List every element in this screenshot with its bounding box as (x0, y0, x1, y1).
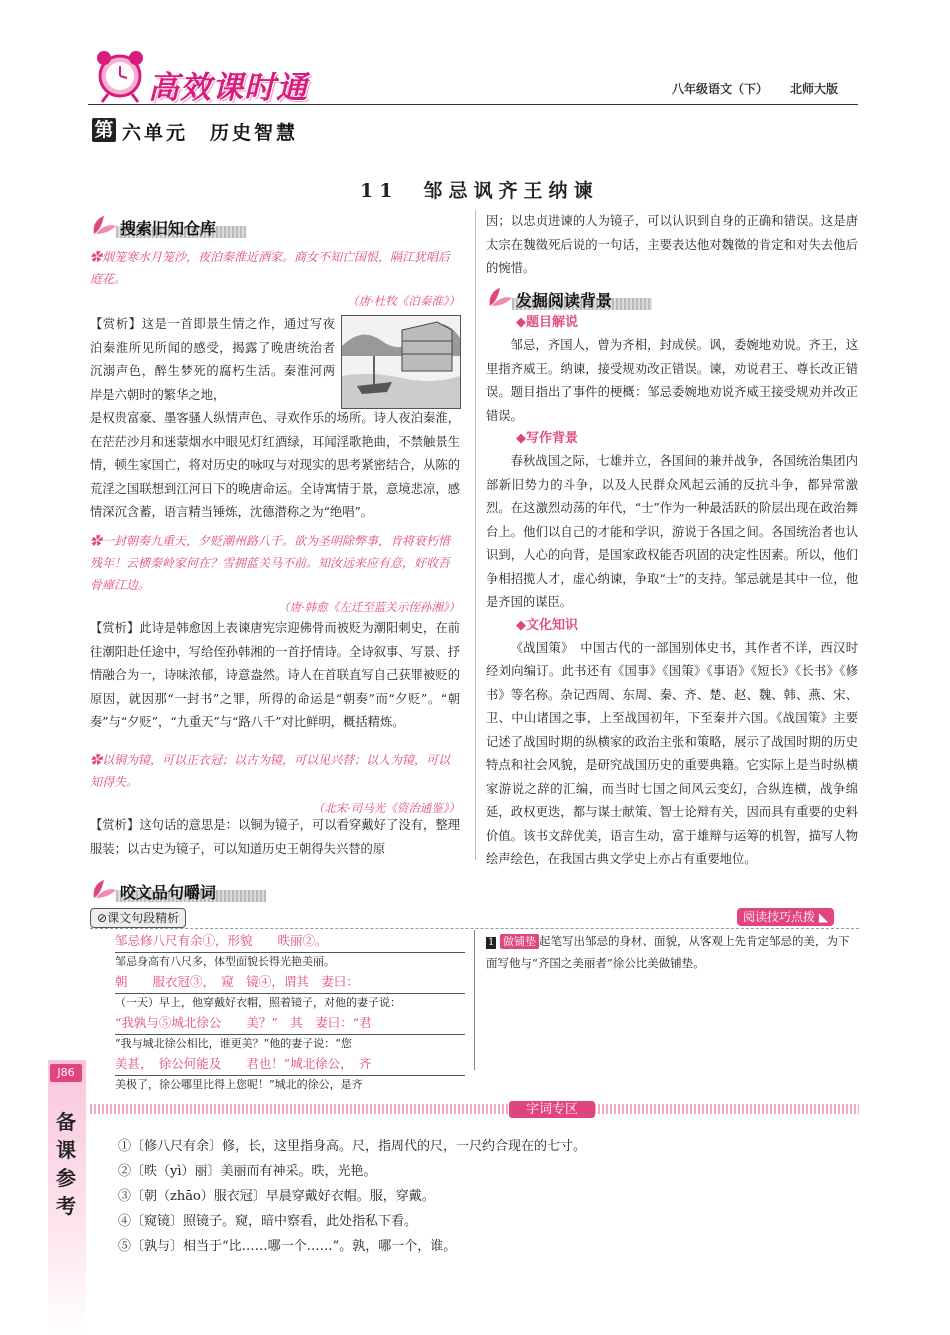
classical-line: 朝 服衣冠③， 窥 镜④，谓其 妻曰： (115, 971, 465, 994)
analysis-2 (90, 617, 460, 735)
analysis-text: 因；以忠贞进谏的人为镜子，可以认识到自身的正确和错误。这是唐太宗在魏徵死后说的一句话，主要表达他对魏徵的肯定和对失去他后的惋惜。 (486, 214, 858, 275)
brand-logo-text: 高效课时通 (148, 70, 308, 106)
analysis-3 (90, 814, 460, 861)
poem-text: ✿以铜为镜，可以正衣冠；以古为镜，可以见兴替；以人为镜，可以知得失。 (90, 753, 451, 789)
side-label: 备课参考 (56, 1110, 76, 1218)
tip-text: 起笔写出邹忌的身材、面貌，从客观上先肯定邹忌的美，为下面写他与“齐国之美丽者”徐公比美做铺垫。 (486, 934, 850, 970)
flower-icon (90, 876, 118, 902)
analysis-text: 是权贵富豪、墨客骚人纵情声色、寻欢作乐的场所。诗人夜泊秦淮，在茫茫沙月和迷蒙烟水中眼见灯红酒绿，耳闻淫歌艳曲，不禁触景生情，顿生家国亡，将对历史的咏叹与对现实的思考紧密结合，从陈的荒淫之国联想到江河日下的晚唐命运。全诗寓情于景，意境悲凉，感情深沉含蓄，语言精当锤炼，沈德潜称之为“绝唱”。 (90, 411, 460, 519)
lesson-title: 11 邹忌讽齐王纳谏 (360, 180, 599, 202)
vocab-list (118, 1134, 858, 1259)
translation-line: 美极了，徐公哪里比得上您呢！”城北的徐公，是齐 (115, 1078, 363, 1091)
writing-background-text: 春秋战国之际，七雄并立，各国间的兼并战争，各国统治集团内部新旧势力的斗争，以及人民群众风起云涌的反抗斗争，都异常激烈。在这激烈动荡的年代，“士”作为一种最活跃的阶层出现在政治舞台上。他们以自己的才能和学识，游说于各国之间。各国统治者也认识到，人心的向背，是国家政权能否巩固的决定性因素。所以，他们争相招揽人才，虚心纳谏，争取“士”的支持。邹忌就是其中一位，他是齐国的谋臣。 (486, 454, 858, 609)
background-content (486, 312, 858, 872)
translation-line: “我与城北徐公相比，谁更美？”他的妻子说：“您 (115, 1037, 352, 1050)
tip-tag: 做铺垫 (500, 934, 539, 949)
culture-text: 《战国策》 中国古代的一部国别体史书，其作者不详，西汉时经刘向编订。此书还有《国事》《国策》《事语》《短长》《长书》《修书》等名称。杂记西周、东周、秦、齐、楚、赵、魏、韩、燕、宋、卫、中山诸国之事，上至战国初年，下至秦并六国。《战国策》主要记述了战国时期的纵横家的政治主张和策略，展示了战国时期的历史特点和社会风貌，是研究战国历史的重要典籍。它实际上是当时纵横家游说之辞的汇编，而当时七国之间风云变幻，合纵连横，战争绵延，政权更迭，都与谋士献策、智士论辩有关，因而具有重要的史料价值。该书文辞优美，语言生动，富于雄辩与运筹的机智，描写人物绘声绘色，在我国古典文学史上亦占有重要地位。 (486, 640, 858, 866)
river-boat-illustration-icon (342, 316, 460, 408)
section-search-heading (90, 216, 250, 238)
text-analysis-pill (90, 908, 186, 928)
subheading-title-explain: ◆题目解说 (516, 315, 578, 330)
heading-label: 搜索旧知仓库 (120, 219, 217, 238)
vocab-item: ⑤〔孰与〕相当于“比……哪一个……”。孰，哪一个，谁。 (118, 1239, 457, 1254)
classical-text-block (115, 930, 465, 1094)
analysis-text: 【赏析】这是一首即景生情之作，通过写夜泊秦淮所见所闻的感受，揭露了晚唐统治者沉溺声色，醉生梦死的腐朽生活。秦淮河两岸是六朝时的繁华之地， (90, 317, 335, 402)
analysis-text: 【赏析】这句话的意思是：以铜为镜子，可以看穿戴好了没有，整理服装；以古史为镜子，可以知道历史王朝得失兴替的原 (90, 818, 460, 856)
clock-logo-icon (90, 44, 150, 104)
poem-block-2 (90, 530, 460, 618)
translation-line: （一天）早上，他穿戴好衣帽，照着镜子，对他的妻子说： (115, 996, 401, 1009)
pill-label: 课文句段精析 (107, 911, 180, 925)
column-divider (475, 210, 476, 860)
poem-source: （唐·杜牧《泊秦淮》） (347, 294, 460, 308)
reading-tip (486, 930, 858, 974)
heading-label: 咬文品句嚼词 (120, 883, 217, 902)
translation-line: 邹忌身高有八尺多，体型面貌长得光艳美丽。 (115, 955, 335, 968)
analysis-1-top (90, 313, 335, 407)
vocab-heading: 字词专区 (509, 1101, 595, 1118)
classical-line: 邹忌修八尺有余①，形貌 昳丽②。 (115, 930, 465, 953)
vocab-item: ②〔昳（yì）丽〕美丽而有神采。昳，光艳。 (118, 1164, 377, 1179)
poem-text: ✿烟笼寒水月笼沙，夜泊秦淮近酒家。商女不知亡国恨，隔江犹唱后庭花。 (90, 250, 451, 286)
analysis-text: 【赏析】此诗是韩愈因上表谏唐宪宗迎佛骨而被贬为潮阳刺史，在前往潮阳赴任途中，写给侄孙韩湘的一首抒情诗。全诗叙事、写景、抒情融合为一，诗味浓郁，诗意盎然。诗人在首联直写自己获罪被贬的原因，就因那“一封书”之罪，所得的命运是“朝奏”而“夕贬”。“朝奏”与“夕贬”，“九重天”与“路八千”对比鲜明，概括精炼。 (90, 621, 460, 729)
title-explain-text: 邹忌，齐国人，曾为齐相，封成侯。讽，委婉地劝说。齐王，这里指齐威王。纳谏，接受规劝改正错误。谏，劝说君王、尊长改正错误。题目指出了事件的梗概：邹忌委婉地劝说齐威王接受规劝并改正错误。 (486, 338, 858, 423)
tip-number: 1 (488, 937, 495, 948)
arrow-icon: ◣ (815, 910, 829, 924)
section-background-heading (486, 288, 656, 310)
poem-source: （唐·韩愈《左迁至蓝关示侄孙湘》） (278, 600, 460, 614)
header-rule (88, 104, 858, 105)
classical-line: 美甚， 徐公何能及 君也！”城北徐公， 齐 (115, 1053, 465, 1076)
analysis-3-continued (486, 210, 858, 281)
poem-source: （北宋·司马光《资治通鉴》） (312, 801, 460, 815)
unit-badge: 第 (92, 118, 116, 142)
flower-icon (486, 284, 514, 310)
analysis-1-bottom (90, 407, 460, 525)
edition-label: 北师大版 (790, 82, 839, 96)
vocab-item: ③〔朝（zhāo）服衣冠〕早晨穿戴好衣帽。服，穿戴。 (118, 1189, 435, 1204)
check-icon: ⊘ (97, 911, 108, 925)
page-number: J86 (50, 1064, 82, 1082)
unit-title: 六单元 历史智慧 (122, 122, 299, 144)
heading-label: 发掘阅读背景 (516, 291, 613, 310)
poem-text: ✿一封朝奏九重天，夕贬潮州路八千。欲为圣明除弊事，肯将衰朽惜残年！云横秦岭家何在？雪拥蓝关马不前。知汝远来应有意，好收吾骨瘴江边。 (90, 534, 451, 592)
reading-divider (474, 930, 475, 1070)
reading-rule (90, 928, 859, 929)
classical-line: “我孰与⑤城北徐公 美？” 其 妻曰：“君 (115, 1012, 465, 1035)
grade-label: 八年级语文（下） (672, 82, 769, 96)
reading-tips-pill (737, 908, 834, 926)
vocab-item: ④〔窥镜〕照镜子。窥，暗中察看，此处指私下看。 (118, 1214, 418, 1229)
vocab-item: ①〔修八尺有余〕修，长，这里指身高。尺，指周代的尺，一尺约合现在的七寸。 (118, 1139, 587, 1154)
logo-mark (90, 44, 150, 104)
section-reading-heading (90, 880, 270, 902)
illustration-image (341, 315, 461, 409)
poem-block-3 (90, 749, 460, 819)
subheading-writing-background: ◆写作背景 (516, 431, 578, 446)
poem-block-1 (90, 246, 460, 312)
pill-label: 阅读技巧点拨 (743, 910, 816, 924)
vocab-divider (90, 1104, 859, 1114)
flower-icon (90, 212, 118, 238)
subheading-culture: ◆文化知识 (516, 617, 578, 633)
